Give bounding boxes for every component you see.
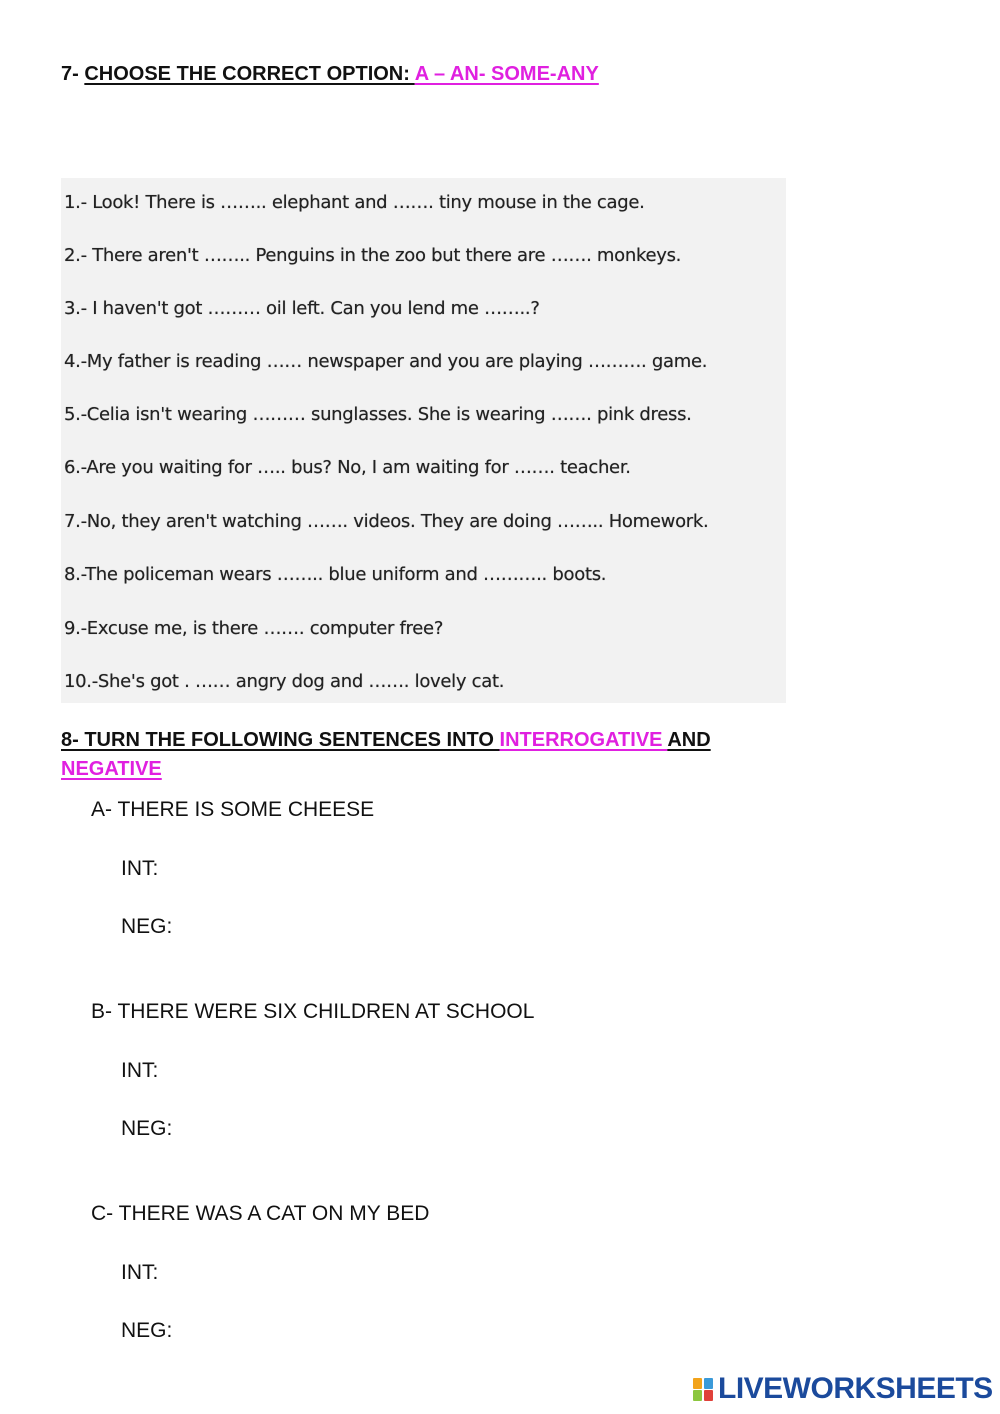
sentence-c-neg-label: NEG: xyxy=(121,1319,173,1342)
sentence-b: B- THERE WERE SIX CHILDREN AT SCHOOL xyxy=(91,1000,535,1023)
sentence-a-neg-label: NEG: xyxy=(121,915,173,938)
section-7-instruction: CHOOSE THE CORRECT OPTION: xyxy=(84,63,415,85)
logo-text: LIVEWORKSHEETS xyxy=(718,1372,993,1405)
liveworksheets-logo[interactable] xyxy=(693,1372,993,1406)
word-and: AND xyxy=(667,729,711,751)
exercise-item-5: 5.-Celia isn't wearing ……… sunglasses. She is wearing ……. pink dress. xyxy=(64,404,692,425)
exercise-item-7: 7.-No, they aren't watching ……. videos. They are doing …….. Homework. xyxy=(64,511,709,532)
section-7-number: 7- xyxy=(61,63,85,85)
sentence-b-neg-label: NEG: xyxy=(121,1117,173,1140)
section-7-options: A – AN- SOME-ANY xyxy=(414,63,599,85)
sentence-a-int-label: INT: xyxy=(121,857,159,880)
exercise-item-2: 2.- There aren't …….. Penguins in the zoo but there are ……. monkeys. xyxy=(64,245,682,266)
exercise-item-6: 6.-Are you waiting for ….. bus? No, I am waiting for ……. teacher. xyxy=(64,457,631,478)
exercise-item-10: 10.-She's got . …… angry dog and ……. lovely cat. xyxy=(64,671,505,692)
liveworksheets-cubes-icon xyxy=(693,1376,715,1402)
sentence-a: A- THERE IS SOME CHEESE xyxy=(91,798,375,821)
sentence-b-int-label: INT: xyxy=(121,1059,159,1082)
sentence-c-int-label: INT: xyxy=(121,1261,159,1284)
exercise-list xyxy=(61,178,786,703)
exercise-item-4: 4.-My father is reading …… newspaper and you are playing ………. game. xyxy=(64,351,708,372)
word-negative: NEGATIVE xyxy=(61,758,162,780)
exercise-item-8: 8.-The policeman wears …….. blue uniform and ……….. boots. xyxy=(64,564,607,585)
exercise-item-1: 1.- Look! There is …….. elephant and ……. tiny mouse in the cage. xyxy=(64,192,645,213)
section-8-instruction: 8- TURN THE FOLLOWING SENTENCES INTO xyxy=(61,729,500,751)
section-7-title xyxy=(61,60,599,89)
word-interrogative: INTERROGATIVE xyxy=(499,729,668,751)
section-8-title xyxy=(61,726,861,784)
sentence-c: C- THERE WAS A CAT ON MY BED xyxy=(91,1202,430,1225)
exercise-item-3: 3.- I haven't got ……… oil left. Can you lend me ……..? xyxy=(64,298,540,319)
exercise-item-9: 9.-Excuse me, is there ……. computer free? xyxy=(64,618,444,639)
